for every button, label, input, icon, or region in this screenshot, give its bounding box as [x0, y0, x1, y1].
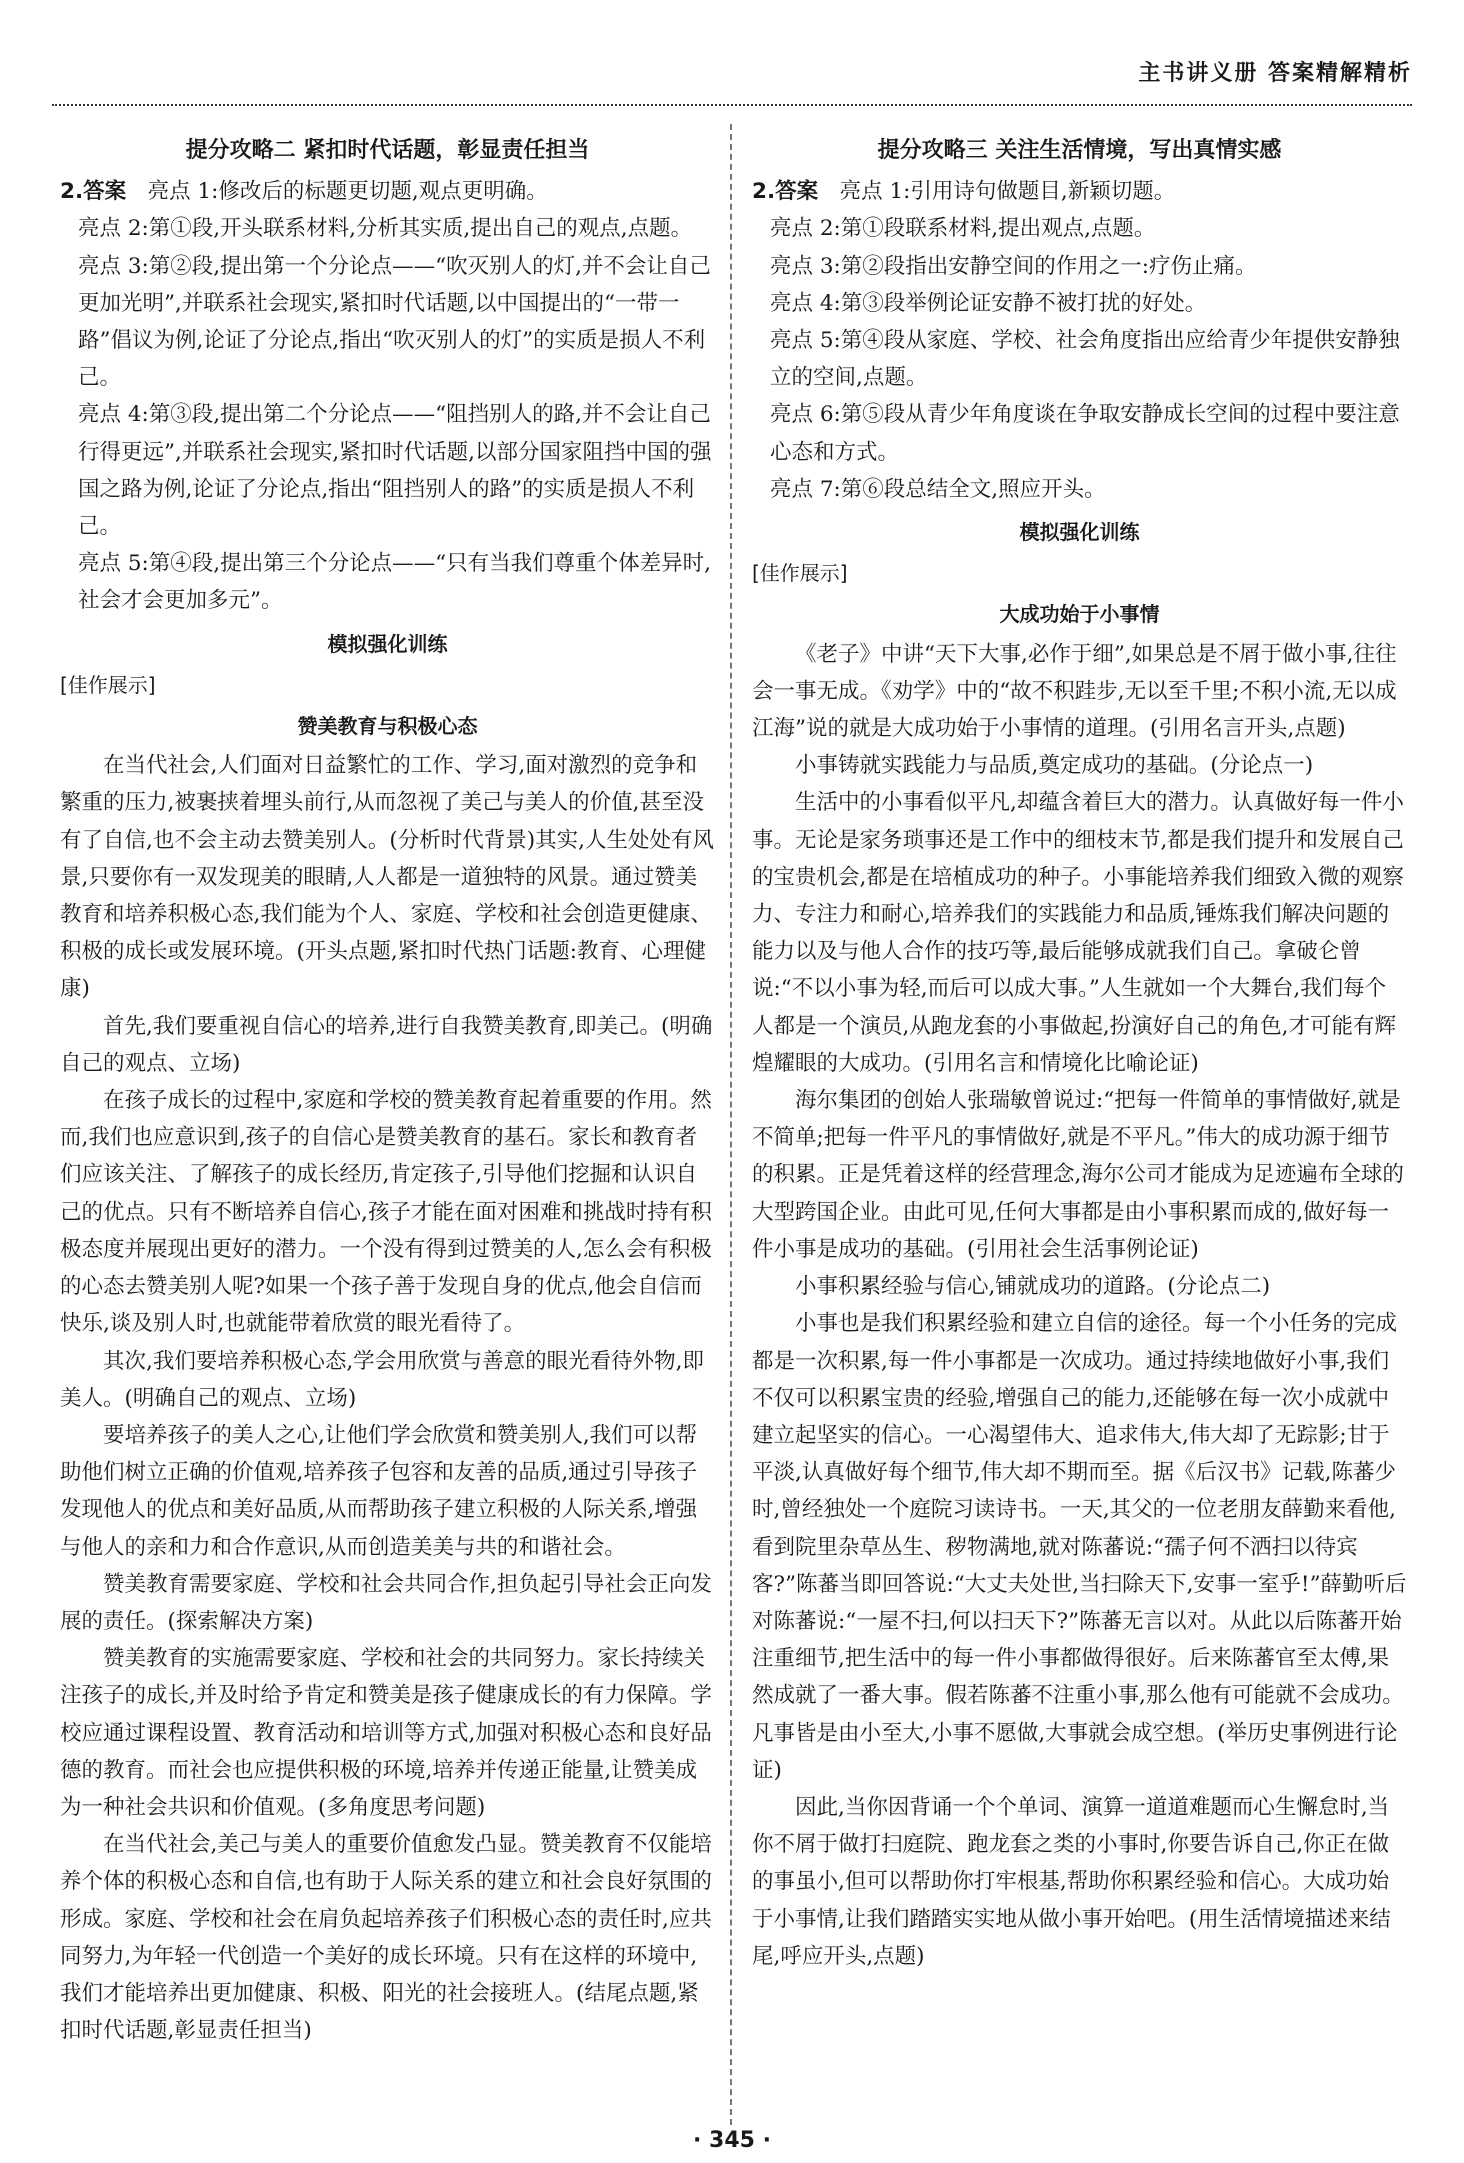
right-section-title: 提分攻略三 关注生活情境，写出真情实感 — [877, 138, 1282, 163]
left-essay-paragraph: 在当代社会,人们面对日益繁忙的工作、学习,面对激烈的竞争和繁重的压力,被裹挟着埋头前行,从而忽视了美己与美人的价值,甚至没有了自信,也不会主动去赞美别人。(分析时代背景)其实,人生处处有风景,只要你有一双发现美的眼睛,人人都是一道独特的风景。通过赞美教育和培养积极心态,我们能为个人、家庭、学校和社会创造更健康、积极的成长或发展环境。(开头点题,紧扣时代热门话题:教育、心理健康) — [60, 753, 714, 1002]
left-answer-first: 亮点 1:修改后的标题更切题,观点更明确。 — [147, 179, 548, 205]
right-answer-first: 亮点 1:引用诗句做题目,新颖切题。 — [839, 179, 1176, 205]
left-highlight: 亮点 4:第③段,提出第二个分论点——“阻挡别人的路,并不会让自己行得更远”,并联系社会现实,紧扣时代话题,以部分国家阻挡中国的强国之路为例,论证了分论点,指出“阻挡别人的路”的实质是损人不利己。 — [78, 402, 712, 540]
right-highlight: 亮点 7:第⑥段总结全文,照应开头。 — [770, 476, 1106, 502]
left-highlight: 亮点 2:第①段,开头联系材料,分析其实质,提出自己的观点,点题。 — [78, 216, 693, 242]
right-column — [752, 132, 1407, 1975]
right-essay-paragraph: 《老子》中讲“天下大事,必作于细”,如果总是不屑于做小事,往往会一事无成。《劝学》中的“故不积跬步,无以至千里;不积小流,无以成江海”说的就是大成功始于小事情的道理。(引用名言开头,点题) — [752, 641, 1397, 742]
right-answer-line — [752, 173, 1407, 210]
left-highlight: 亮点 3:第②段,提出第一个分论点——“吹灭别人的灯,并不会让自己更加光明”,并联系社会现实,紧扣时代话题,以中国提出的“一带一路”倡议为例,论证了分论点,指出“吹灭别人的灯”的实质是损人不利己。 — [78, 253, 711, 391]
left-answer-line — [60, 173, 715, 210]
right-essay-title: 大成功始于小事情 — [999, 602, 1160, 627]
right-highlight: 亮点 4:第③段举例论证安静不被打扰的好处。 — [770, 290, 1207, 316]
right-highlight: 亮点 5:第④段从家庭、学校、社会角度指出应给青少年提供安静独立的空间,点题。 — [770, 328, 1400, 391]
left-essay-paragraph: 首先,我们要重视自信心的培养,进行自我赞美教育,即美己。(明确自己的观点、立场) — [60, 1013, 713, 1076]
left-essay-paragraph: 在当代社会,美己与美人的重要价值愈发凸显。赞美教育不仅能培养个体的积极心态和自信,也有助于人际关系的建立和社会良好氛围的形成。家庭、学校和社会在肩负起培养孩子们积极心态的责任时,应共同努力,为年轻一代创造一个美好的成长环境。只有在这样的环境中,我们才能培养出更加健康、积极、阳光的社会接班人。(结尾点题,紧扣时代话题,彰显责任担当) — [60, 1832, 712, 2044]
header-title: 主书讲义册 答案精解精析 — [1138, 61, 1412, 86]
right-training-title: 模拟强化训练 — [1019, 520, 1140, 545]
right-showcase-label: [佳作展示] — [752, 561, 848, 586]
left-essay-paragraph: 赞美教育需要家庭、学校和社会共同合作,担负起引导社会正向发展的责任。(探索解决方案) — [60, 1571, 712, 1634]
left-essay-paragraph: 要培养孩子的美人之心,让他们学会欣赏和赞美别人,我们可以帮助他们树立正确的价值观,培养孩子包容和友善的品质,通过引导孩子发现他人的优点和美好品质,从而帮助孩子建立积极的人际关系,增强与他人的亲和力和合作意识,从而创造美美与共的和谐社会。 — [60, 1422, 698, 1560]
left-column — [60, 132, 715, 2049]
right-essay-paragraph: 海尔集团的创始人张瑞敏曾说过:“把每一件简单的事情做好,就是不简单;把每一件平凡的事情做好,就是不平凡。”伟大的成功源于细节的积累。正是凭着这样的经营理念,海尔公司才能成为足迹遍布全球的大型跨国企业。由此可见,任何大事都是由小事积累而成的,做好每一件小事是成功的基础。(引用社会生活事例论证) — [752, 1088, 1404, 1262]
right-essay-paragraph: 因此,当你因背诵一个个单词、演算一道道难题而心生懈怠时,当你不屑于做打扫庭院、跑龙套之类的小事时,你要告诉自己,你正在做的事虽小,但可以帮助你打牢根基,帮助你积累经验和信心。大成功始于小事情,让我们踏踏实实地从做小事开始吧。(用生活情境描述来结尾,呼应开头,点题) — [752, 1794, 1391, 1969]
right-essay-paragraph: 小事铸就实践能力与品质,奠定成功的基础。(分论点一) — [795, 753, 1314, 779]
left-section-title: 提分攻略二 紧扣时代话题，彰显责任担当 — [185, 138, 590, 163]
left-essay-paragraph: 在孩子成长的过程中,家庭和学校的赞美教育起着重要的作用。然而,我们也应意识到,孩子的自信心是赞美教育的基石。家长和教育者们应该关注、了解孩子的成长经历,肯定孩子,引导他们挖掘和认识自己的优点。只有不断培养自信心,孩子才能在面对困难和挑战时持有积极态度并展现出更好的潜力。一个没有得到过赞美的人,怎么会有积极的心态去赞美别人呢?如果一个孩子善于发现自身的优点,他会自信而快乐,谈及别人时,也就能带着欣赏的眼光看待了。 — [60, 1088, 712, 1337]
column-divider — [730, 124, 732, 2125]
left-essay-title: 赞美教育与积极心态 — [297, 714, 478, 739]
right-highlight: 亮点 2:第①段联系材料,提出观点,点题。 — [770, 216, 1156, 242]
left-essay-paragraph: 其次,我们要培养积极心态,学会用欣赏与善意的眼光看待外物,即美人。(明确自己的观点、立场) — [60, 1348, 705, 1411]
right-essay-paragraph: 生活中的小事看似平凡,却蕴含着巨大的潜力。认真做好每一件小事。无论是家务琐事还是工作中的细枝末节,都是我们提升和发展自己的宝贵机会,都是在培植成功的种子。小事能培养我们细致入微的观察力、专注力和耐心,培养我们的实践能力和品质,锤炼我们解决问题的能力以及与他人合作的技巧等,最后能够成就我们自己。拿破仑曾说:“不以小事为轻,而后可以成大事。”人生就如一个大舞台,我们每个人都是一个演员,从跑龙套的小事做起,扮演好自己的角色,才可能有辉煌耀眼的大成功。(引用名言和情境化比喻论证) — [752, 790, 1404, 1076]
left-essay-paragraph: 赞美教育的实施需要家庭、学校和社会的共同努力。家长持续关注孩子的成长,并及时给予肯定和赞美是孩子健康成长的有力保障。学校应通过课程设置、教育活动和培训等方式,加强对积极心态和良好品德的教育。而社会也应提供积极的环境,培养并传递正能量,让赞美成为一种社会共识和价值观。(多角度思考问题) — [60, 1646, 712, 1820]
left-showcase-label: [佳作展示] — [60, 672, 156, 697]
left-training-title: 模拟强化训练 — [327, 631, 448, 656]
left-answer-label: 2.答案 — [60, 179, 127, 205]
right-highlight: 亮点 6:第⑤段从青少年角度谈在争取安静成长空间的过程中要注意心态和方式。 — [770, 402, 1400, 465]
header-rule — [52, 104, 1412, 106]
right-essay-paragraph: 小事也是我们积累经验和建立自信的途径。每一个小任务的完成都是一次积累,每一件小事都是一次成功。通过持续地做好小事,我们不仅可以积累宝贵的经验,增强自己的能力,还能够在每一次小成就中建立起坚实的信心。一心渴望伟大、追求伟大,伟大却了无踪影;甘于平淡,认真做好每个细节,伟大却不期而至。据《后汉书》记载,陈蕃少时,曾经独处一个庭院习读诗书。一天,其父的一位老朋友薛勤来看他,看到院里杂草丛生、秽物满地,就对陈蕃说:“孺子何不洒扫以待宾客?”陈蕃当即回答说:“大丈夫处世,当扫除天下,安事一室乎!”薛勤听后对陈蕃说:“一屋不扫,何以扫天下?”陈蕃无言以对。从此以后陈蕃开始注重细节,把生活中的每一件小事都做得很好。后来陈蕃官至太傅,果然成就了一番大事。假若陈蕃不注重小事,那么他有可能就不会成功。凡事皆是由小至大,小事不愿做,大事就会成空想。(举历史事例进行论证) — [752, 1311, 1407, 1783]
right-essay-paragraph: 小事积累经验与信心,铺就成功的道路。(分论点二) — [795, 1274, 1271, 1300]
right-answer-label: 2.答案 — [752, 179, 819, 205]
left-highlight: 亮点 5:第④段,提出第三个分论点——“只有当我们尊重个体差异时,社会才会更加多元”。 — [78, 551, 711, 614]
page-number: · 345 · — [693, 2128, 771, 2153]
right-highlight: 亮点 3:第②段指出安静空间的作用之一:疗伤止痛。 — [770, 253, 1257, 279]
